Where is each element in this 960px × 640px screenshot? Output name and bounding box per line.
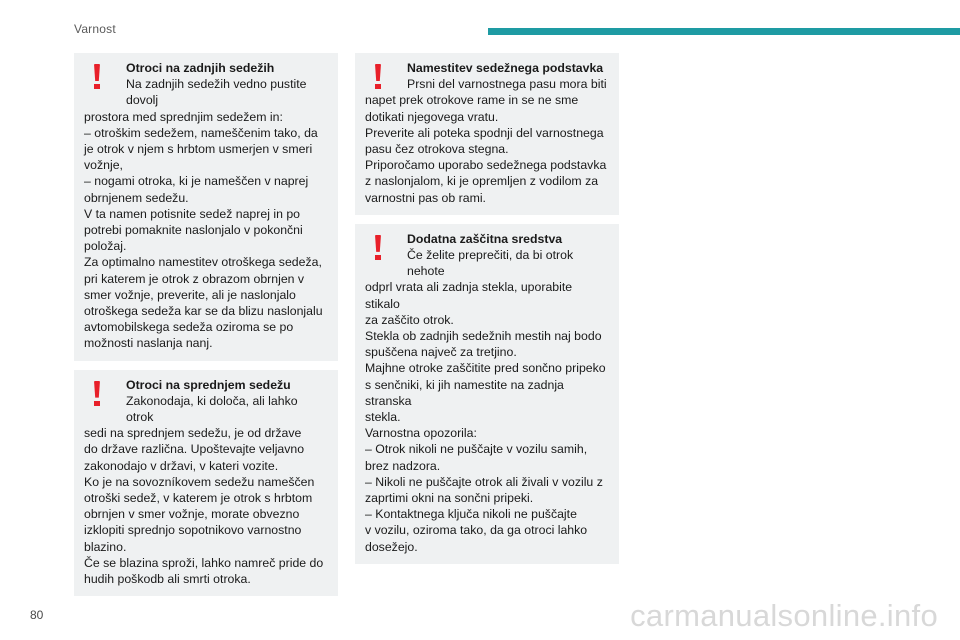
card-text-line: odprl vrata ali zadnja stekla, uporabite stikalo (365, 280, 573, 311)
card-title: Otroci na sprednjem sedežu (126, 377, 291, 392)
warning-card-content (84, 377, 328, 588)
warning-exclamation-icon (90, 381, 104, 407)
warning-card-booster-seat (355, 53, 619, 215)
card-text-line: Za optimalno namestitev otroškega sedeža, (84, 255, 322, 270)
card-text-line: potrebi pomaknite naslonjalo v pokončni (84, 223, 303, 238)
warning-exclamation-icon (90, 64, 104, 90)
card-text-line: Prsni del varnostnega pasu mora biti (407, 77, 607, 92)
card-text-line: pri katerem je otrok z obrazom obrnjen v (84, 271, 305, 286)
card-text-line: je otrok v njem s hrbtom usmerjen v smeri (84, 142, 313, 157)
card-title: Otroci na zadnjih sedežih (126, 61, 275, 75)
card-text-line: položaj. (84, 239, 127, 254)
card-text-line: Če želite preprečiti, da bi otrok nehote (407, 248, 574, 279)
warning-exclamation-icon (371, 64, 385, 90)
card-text-line: Zakonodaja, ki določa, ali lahko otrok (126, 393, 298, 425)
card-text-line: Preverite ali poteka spodnji del varnostnega (365, 125, 604, 140)
left-column (74, 53, 338, 605)
warning-exclamation-icon (371, 235, 385, 261)
card-text-line: obrnjenem sedežu. (84, 190, 189, 205)
card-text-line: Varnostna opozorila: (365, 426, 477, 441)
card-text-line: do države različna. Upoštevajte veljavno (84, 442, 305, 457)
card-text-line: dotikati njegovega vratu. (365, 109, 499, 124)
card-text-line: – Kontaktnega ključa nikoli ne puščajte (365, 507, 577, 522)
warning-card-content (365, 60, 609, 206)
card-text-line: Ko je na sovozníkovem sedežu nameščen (84, 474, 315, 489)
right-column (355, 53, 619, 573)
card-text-line: – Otrok nikoli ne puščajte v vozilu samih, (365, 442, 588, 457)
card-text-line: smer vožnje, preverite, ali je naslonjalo (84, 287, 296, 302)
card-text-line: zaprtimi okni na sončni pripeki. (365, 491, 534, 506)
card-text-line: stekla. (365, 410, 401, 425)
card-text-line: brez nadzora. (365, 458, 441, 473)
warning-card-front-seat (74, 370, 338, 597)
card-text-line: Na zadnjih sedežih vedno pustite dovolj (126, 77, 307, 108)
card-text-line: Priporočamo uporabo sedežnega podstavka (365, 158, 607, 173)
card-text-line: obrnjen v smer vožnje, morate obvezno (84, 507, 300, 522)
card-text-line: napet prek otrokove rame in se ne sme (365, 93, 579, 108)
warning-card-additional-protection (355, 224, 619, 564)
card-text-line: otroški sedež, v katerem je otrok s hrbtom (84, 491, 313, 506)
card-text-line: varnostni pas ob rami. (365, 190, 486, 205)
card-text-line: – Nikoli ne puščajte otrok ali živali v vozilu z (365, 474, 603, 489)
card-text-line: hudih poškodb ali smrti otroka. (84, 572, 251, 587)
card-title: Dodatna zaščitna sredstva (407, 231, 563, 246)
card-text-line: Majhne otroke zaščitite pred sončno pripeko (365, 361, 606, 376)
page-number: 80 (30, 608, 44, 622)
card-text-line: blazino. (84, 539, 127, 554)
card-text-line: vožnje, (84, 158, 123, 173)
header-accent-bar (488, 28, 960, 35)
card-text-line: sedi na sprednjem sedežu, je od države (84, 426, 302, 441)
card-text-line: v vozilu, oziroma tako, da ga otroci lahko (365, 523, 588, 538)
card-text-line: pasu čez otrokova stegna. (365, 142, 509, 157)
card-text-line: z naslonjalom, ki je opremljen z vodilom za (365, 174, 599, 189)
card-title: Namestitev sedežnega podstavka (407, 61, 604, 75)
card-text-line: otroškega sedeža kar se da blizu naslonjalu (84, 304, 323, 319)
card-text-line: izklopiti sprednjo sopotnikovo varnostno (84, 523, 302, 538)
card-text-line: prostora med sprednjim sedežem in: (84, 109, 283, 124)
card-text-line: – nogami otroka, ki je nameščen v naprej (84, 174, 309, 189)
card-text-line: dosežejo. (365, 539, 418, 554)
card-text-line: – otroškim sedežem, nameščenim tako, da (84, 125, 318, 140)
card-text-line: avtomobilskega sedeža oziroma se po (84, 320, 294, 335)
card-text-line: Če se blazina sproži, lahko namreč pride do (84, 555, 324, 570)
card-text-line: V ta namen potisnite sedež naprej in po (84, 206, 301, 221)
card-text-line: za zaščito otrok. (365, 312, 454, 327)
card-text-line: Stekla ob zadnjih sedežnih mestih naj bodo (365, 329, 602, 344)
card-text-line: možnosti naslanja nanj. (84, 336, 213, 351)
card-text-line: zakonodajo v državi, v kateri vozite. (84, 458, 279, 473)
card-text-line: spuščena največ za tretjino. (365, 345, 517, 360)
warning-card-content (365, 231, 609, 555)
card-text-line: s senčniki, ki jih namestite na zadnja stranska (365, 377, 564, 408)
section-title: Varnost (74, 22, 116, 36)
warning-card-content (84, 60, 328, 352)
watermark: carmanualsonline.info (630, 598, 938, 633)
warning-card-rear-seats (74, 53, 338, 361)
